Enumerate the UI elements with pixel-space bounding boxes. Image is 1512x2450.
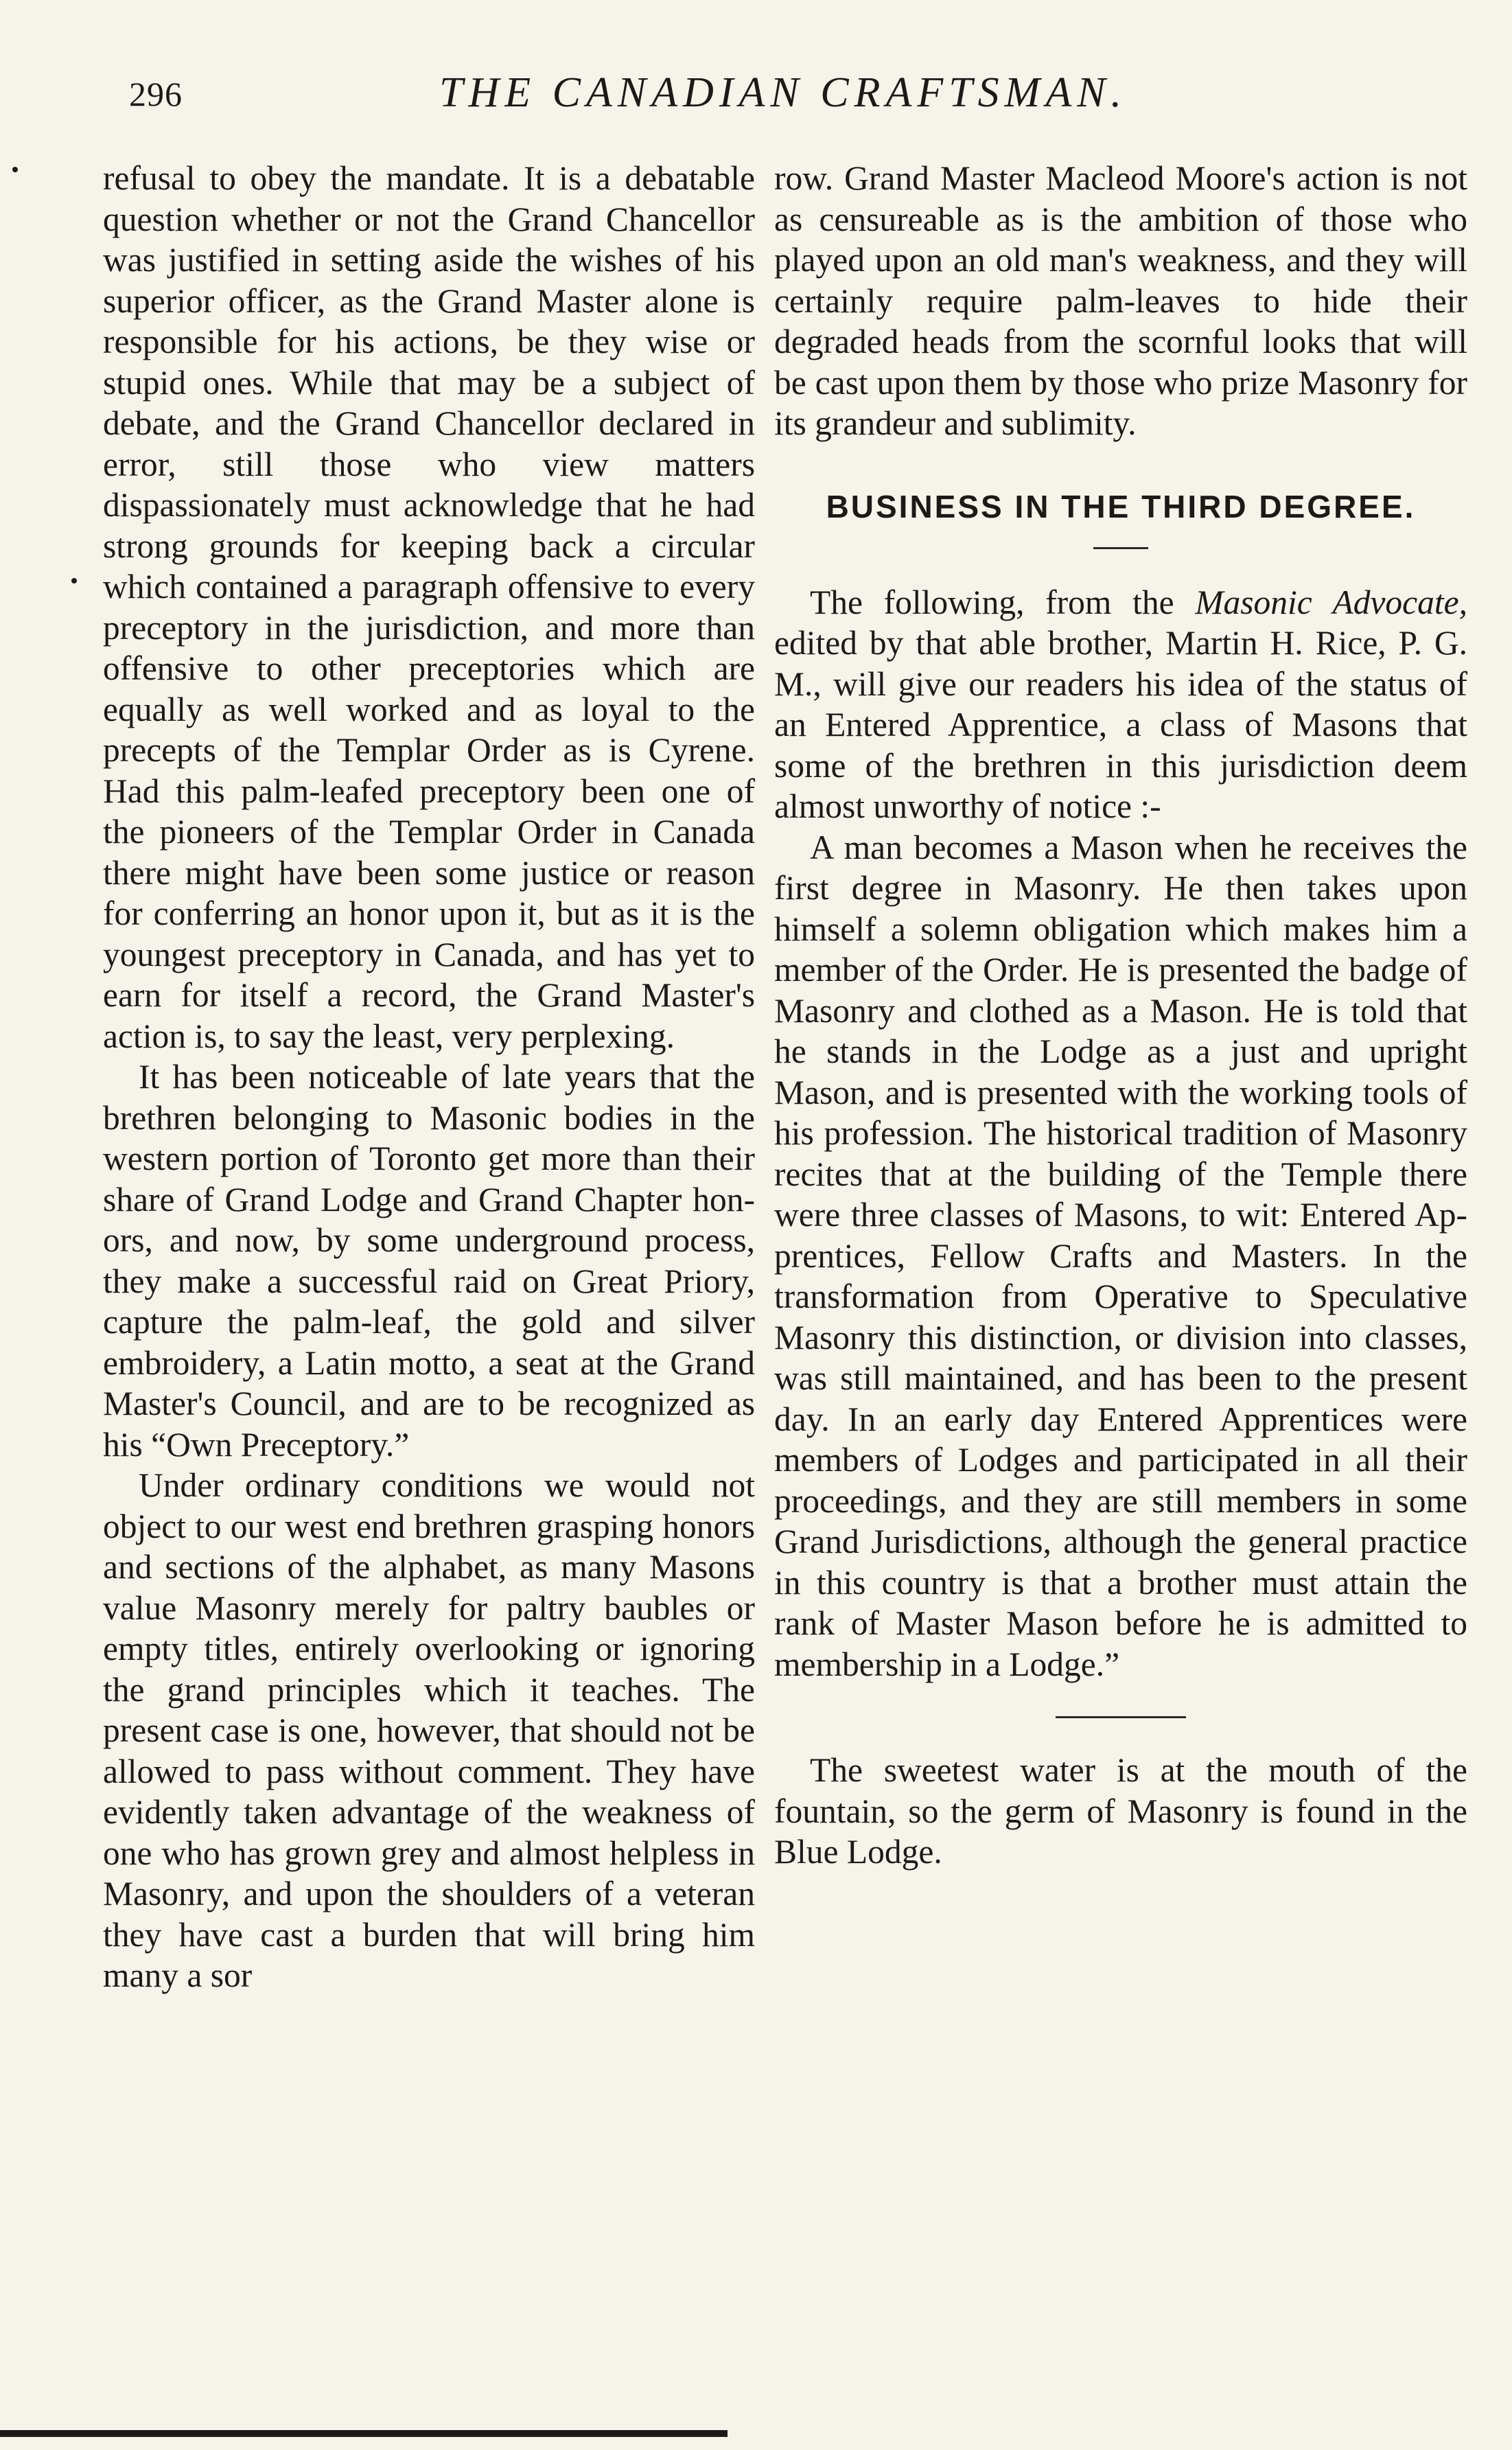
paragraph: The sweetest water is at the mouth of the fountain, so the germ of Masonry is found in the Blue Lodge. xyxy=(774,1751,1467,1871)
paragraph-text: edited by that able brother, Martin H. Rice, P. G. M., will give our readers his idea of the status of an Entered Apprentice, a class of Masons that some of the brethren in this jurisdiction deem almost unworthy of notice :- xyxy=(774,624,1467,825)
running-head: THE CANADIAN CRAFTSMAN. xyxy=(439,69,1128,116)
right-column xyxy=(774,158,1467,1873)
paragraph: row. Grand Master Macleod Moore's action is not as censureable as is the ambition of those who played upon an old man's weakness, and they will certainly require palm-leaves to hide their degraded heads from the scornful looks that will be cast upon them by those who prize Masonry for its grandeur and sublimity. xyxy=(774,159,1467,442)
paragraph: It has been noticeable of late years that the brethren belonging to Masonic bodies in the western portion of Toronto get more than their share of Grand Lodge and Grand Chapter honors, and now, by some underground process, they make a successful raid on Great Priory, capture the palm-leaf, the gold and silver embroidery, a Latin motto, a seat at the Grand Master's Council, and are to be recognized as his “Own Preceptory.” xyxy=(103,1058,755,1464)
left-column xyxy=(103,158,755,1996)
page-number: 296 xyxy=(129,75,183,113)
publication-title: Masonic Advocate, xyxy=(1195,583,1467,621)
paragraph-text: The following, from the xyxy=(810,583,1196,621)
paragraph: A man becomes a Mason when he receives the first degree in Masonry. He then takes upon himself a solemn obligation which makes him a member of the Order. He is presented the badge of Masonry and clothed as a Mason. He is told that he stands in the Lodge as a just and upright Mason, and is presented with the working tools of his profession. The historical tradition of Masonry recites that at the building of the Temple there were three classes of Masons, to wit: Entered Apprentices, Fellow Crafts and Masters. In the transformation from Operative to Speculative Masonry this distinction, or division into classes, was still maintained, and has been to the present day. In an early day Entered Apprentices were members of Lodges and participated in all their proceedings, and they are still members in some Grand Jurisdictions, although the general practice in this country is that a brother must attain the rank of Master Mason before he is admitted to membership in a Lodge.” xyxy=(774,828,1467,1683)
paragraph xyxy=(774,582,1467,827)
section-heading: BUSINESS IN THE THIRD DEGREE. xyxy=(826,488,1416,524)
divider xyxy=(1056,1716,1186,1718)
paragraph: Under ordinary conditions we would not object to our west end brethren grasping honors and sections of the alphabet, as many Masons value Masonry merely for paltry baubles or empty titles, entirely overlooking or ignoring the grand principles which it teaches. The present case is one, however, that should not be allowed to pass without comment. They have evidently taken advantage of the weakness of one who has grown grey and almost helpless in Masonry, and upon the shoulders of a veteran they have cast a burden that will bring him many a sor xyxy=(103,1466,755,1994)
margin-mark xyxy=(12,167,18,172)
page-edge-bar xyxy=(0,2430,728,2437)
paragraph: refusal to obey the mandate. It is a debatable question whether or not the Grand Chancellor was justified in setting aside the wishes of his superior officer, as the Grand Master alone is responsible for his actions, be they wise or stupid ones. While that may be a subject of debate, and the Grand Chancellor declared in error, still those who view matters dispassionately must acknowledge that he had strong grounds for keeping back a circular which contained a paragraph offensive to every preceptory in the jurisdiction, and more than offensive to other preceptories which are equally as well worked and as loyal to the precepts of the Templar Order as is Cyrene. Had this palm-leafed preceptory been one of the pioneers of the Templar Order in Canada there might have been some justice or reason for conferring an honor upon it, but as it is the youngest preceptory in Canada, and has yet to earn for itself a record, the Grand Master's action is, to say the least, very perplexing. xyxy=(103,159,755,1055)
margin-mark xyxy=(71,578,77,583)
divider xyxy=(1093,547,1148,549)
